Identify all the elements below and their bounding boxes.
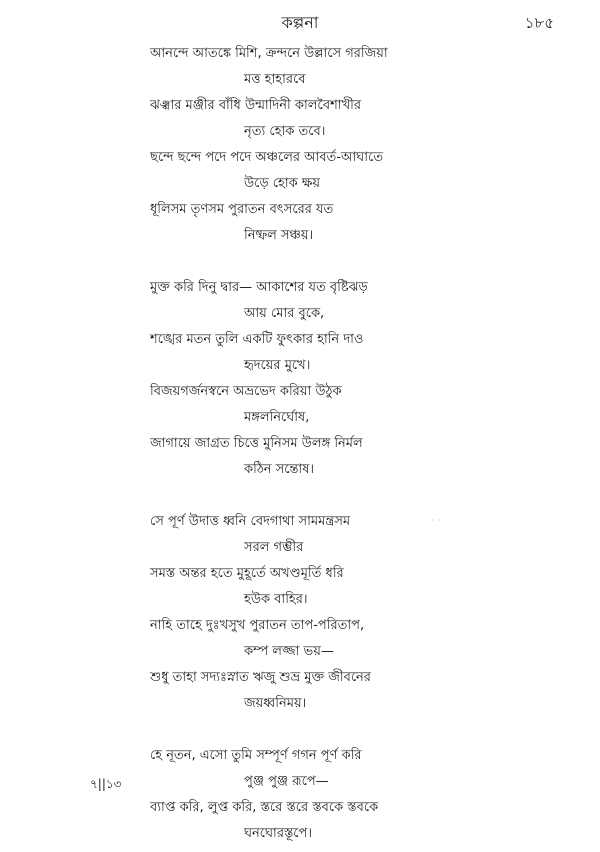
- printer-signature-mark: ৭||১৩: [90, 777, 122, 791]
- poem-line-indented: হৃদয়ের মুখে।: [244, 358, 311, 373]
- poem-line: জাগায়ে জাগ্রত চিত্তে মুনিসম উলঙ্গ নির্মল: [150, 436, 363, 451]
- stanza: [150, 41, 550, 249]
- poem-line-indented: মত্ত হাহারবে: [244, 72, 306, 87]
- poem-line: বিজয়গর্জনস্বনে অভ্রভেদ করিয়া উঠুক: [150, 384, 342, 399]
- poem-line: হে নূতন, এসো তুমি সম্পূর্ণ গগন পূর্ণ করি: [150, 748, 362, 763]
- poem-line: শঙ্খের মতন তুলি একটি ফুৎকার হানি দাও: [150, 332, 364, 347]
- poem-line-indented: উড়ে হোক ক্ষয়: [244, 176, 321, 191]
- running-title: কল্পনা: [281, 13, 319, 32]
- poem-line-indented: মঙ্গলনির্ঘোষ,: [244, 410, 310, 425]
- stanza: [150, 275, 550, 483]
- poem-line-indented: পুঞ্জ পুঞ্জ রূপে—: [244, 774, 329, 789]
- poem-body: [150, 41, 550, 847]
- poem-line: সমস্ত অন্তর হতে মুহূর্তে অখণ্ডমূর্তি ধরি: [150, 566, 344, 581]
- stanza: [150, 743, 550, 847]
- poem-line-indented: জয়ধ্বনিময়।: [244, 696, 307, 711]
- stanza-gap: [150, 249, 550, 275]
- stanza-gap: [150, 717, 550, 743]
- page-number: ১৮৫: [524, 14, 554, 32]
- poem-line-indented: কম্প লজ্জা ভয়—: [244, 644, 334, 659]
- poem-line: আনন্দে আতঙ্কে মিশি, ক্রন্দনে উল্লাসে গরজিয়া: [150, 46, 388, 61]
- poem-line: ঝঞ্ঝার মঞ্জীর বাঁধি উন্মাদিনী কালবৈশাখীর: [150, 98, 361, 113]
- poem-line: শুধু তাহা সদ্যঃস্নাত ঋজু শুভ্র মুক্ত জীবনের: [150, 670, 371, 685]
- stanza-gap: [150, 483, 550, 509]
- poem-line-indented: হউক বাহির।: [244, 592, 308, 607]
- poem-line-indented: ঘনঘোরস্তূপে।: [244, 826, 313, 841]
- poem-line: ব্যাপ্ত করি, লুপ্ত করি, স্তরে স্তরে স্তবকে স্তবকে: [150, 800, 379, 815]
- print-speck-marks: · · · · ·: [424, 516, 456, 525]
- poem-line: সে পূর্ণ উদাত্ত ধ্বনি বেদগাথা সামমন্ত্রসম: [150, 514, 351, 529]
- poem-line-indented: নৃত্য হোক তবে।: [244, 124, 326, 139]
- poem-line: মুক্ত করি দিনু দ্বার— আকাশের যত বৃষ্টিঝড়: [150, 280, 368, 295]
- poem-line: নাহি তাহে দুঃখসুখ পুরাতন তাপ-পরিতাপ,: [150, 618, 365, 633]
- poem-line-indented: নিষ্ফল সঞ্চয়।: [244, 228, 314, 243]
- poem-line: ছন্দে ছন্দে পদে পদে অঞ্চলের আবর্ত-আঘাতে: [150, 150, 383, 165]
- poem-line: ধূলিসম তৃণসম পুরাতন বৎসরের যত: [150, 202, 334, 217]
- stanza: [150, 509, 550, 717]
- poem-line-indented: আয় মোর বুকে,: [244, 306, 325, 321]
- poem-line-indented: কঠিন সন্তোষ।: [244, 462, 315, 477]
- poem-line-indented: সরল গম্ভীর: [244, 540, 304, 555]
